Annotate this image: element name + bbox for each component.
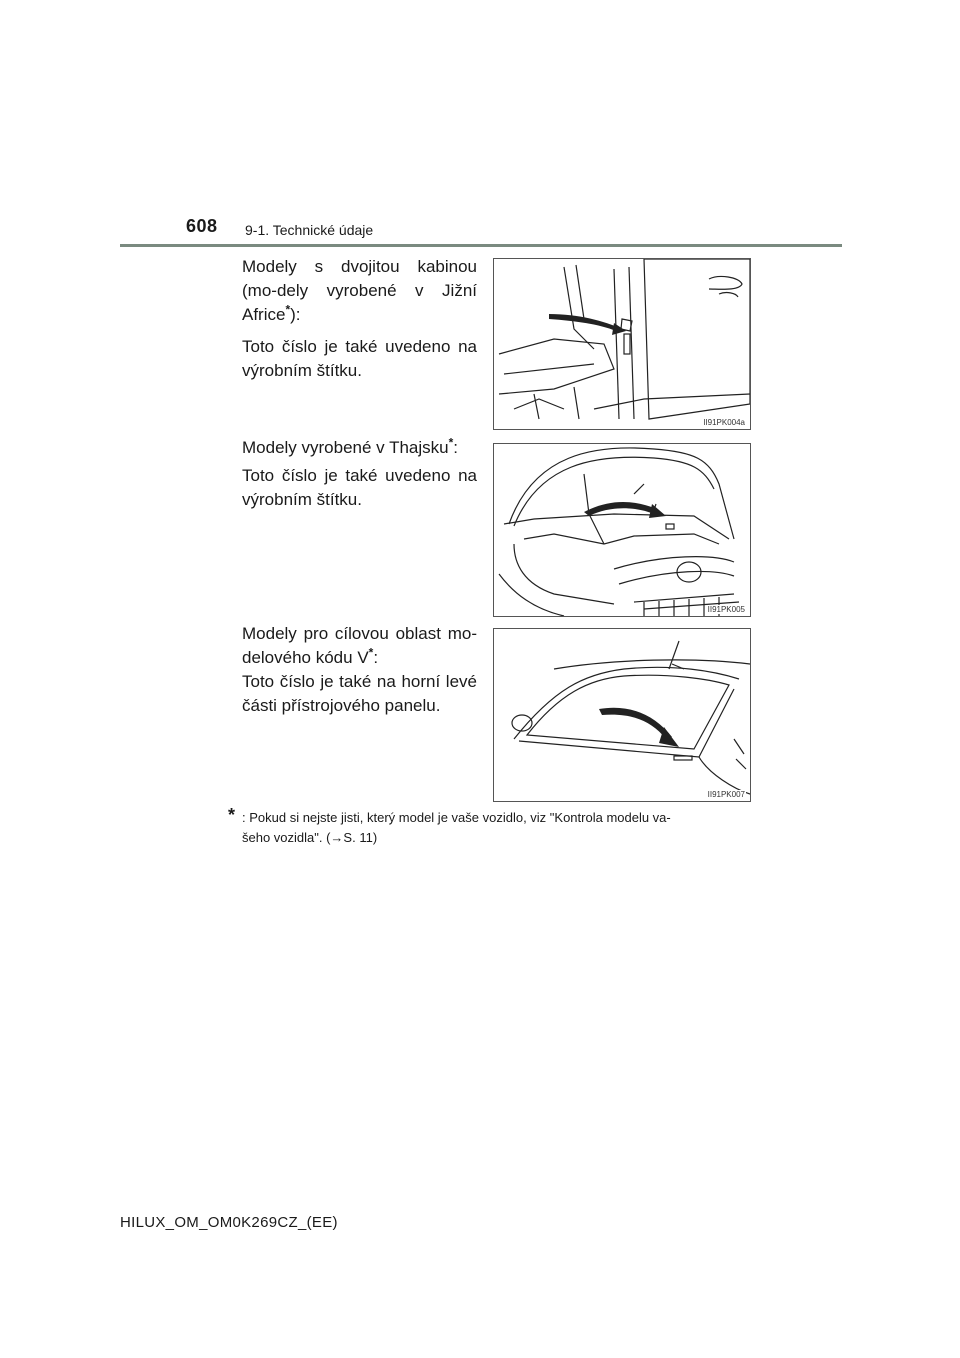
footnote-line-2: šeho vozidla". (→S. 11) xyxy=(242,830,378,845)
asterisk-icon: * xyxy=(368,645,374,660)
footnote-line-1: : Pokud si nejste jisti, který model je vaše vozidlo, viz "Kontrola modelu va- xyxy=(242,810,671,825)
figure-door-pillar xyxy=(493,258,751,430)
windshield-illustration xyxy=(494,629,750,801)
entry-2-title: Modely vyrobené v Thajsku*: xyxy=(242,435,459,457)
section-title: 9-1. Technické údaje xyxy=(245,222,374,238)
asterisk-icon: * xyxy=(228,805,236,825)
entry-2-description: Toto číslo je také uvedeno na výrobním štítku. xyxy=(242,466,477,509)
page-number: 608 xyxy=(186,216,218,236)
door-pillar-illustration xyxy=(494,259,750,429)
entry-1-description: Toto číslo je také uvedeno na výrobním štítku. xyxy=(242,337,477,380)
footnote xyxy=(228,805,748,848)
asterisk-icon: * xyxy=(448,435,454,450)
entry-3-text xyxy=(242,622,477,726)
entry-1-title: Modely s dvojitou kabinou (mo-dely vyrobené v Jižní Africe*): xyxy=(242,257,477,324)
engine-bay-illustration xyxy=(494,444,750,616)
entry-2-text xyxy=(242,436,477,520)
entry-1-text xyxy=(242,255,477,391)
entry-3-description: Toto číslo je také na horní levé části přístrojového panelu. xyxy=(242,672,477,715)
document-code: HILUX_OM_OM0K269CZ_(EE) xyxy=(120,1214,338,1231)
figure-code-2: II91PK005 xyxy=(707,605,745,614)
asterisk-icon: * xyxy=(285,302,291,317)
figure-engine-bay xyxy=(493,443,751,617)
figure-windshield xyxy=(493,628,751,802)
entry-3-title: Modely pro cílovou oblast mo-delového kódu V*: xyxy=(242,624,477,667)
figure-code-1: II91PK004a xyxy=(703,418,745,427)
figure-code-3: II91PK007 xyxy=(707,790,745,799)
header-rule xyxy=(120,244,842,247)
